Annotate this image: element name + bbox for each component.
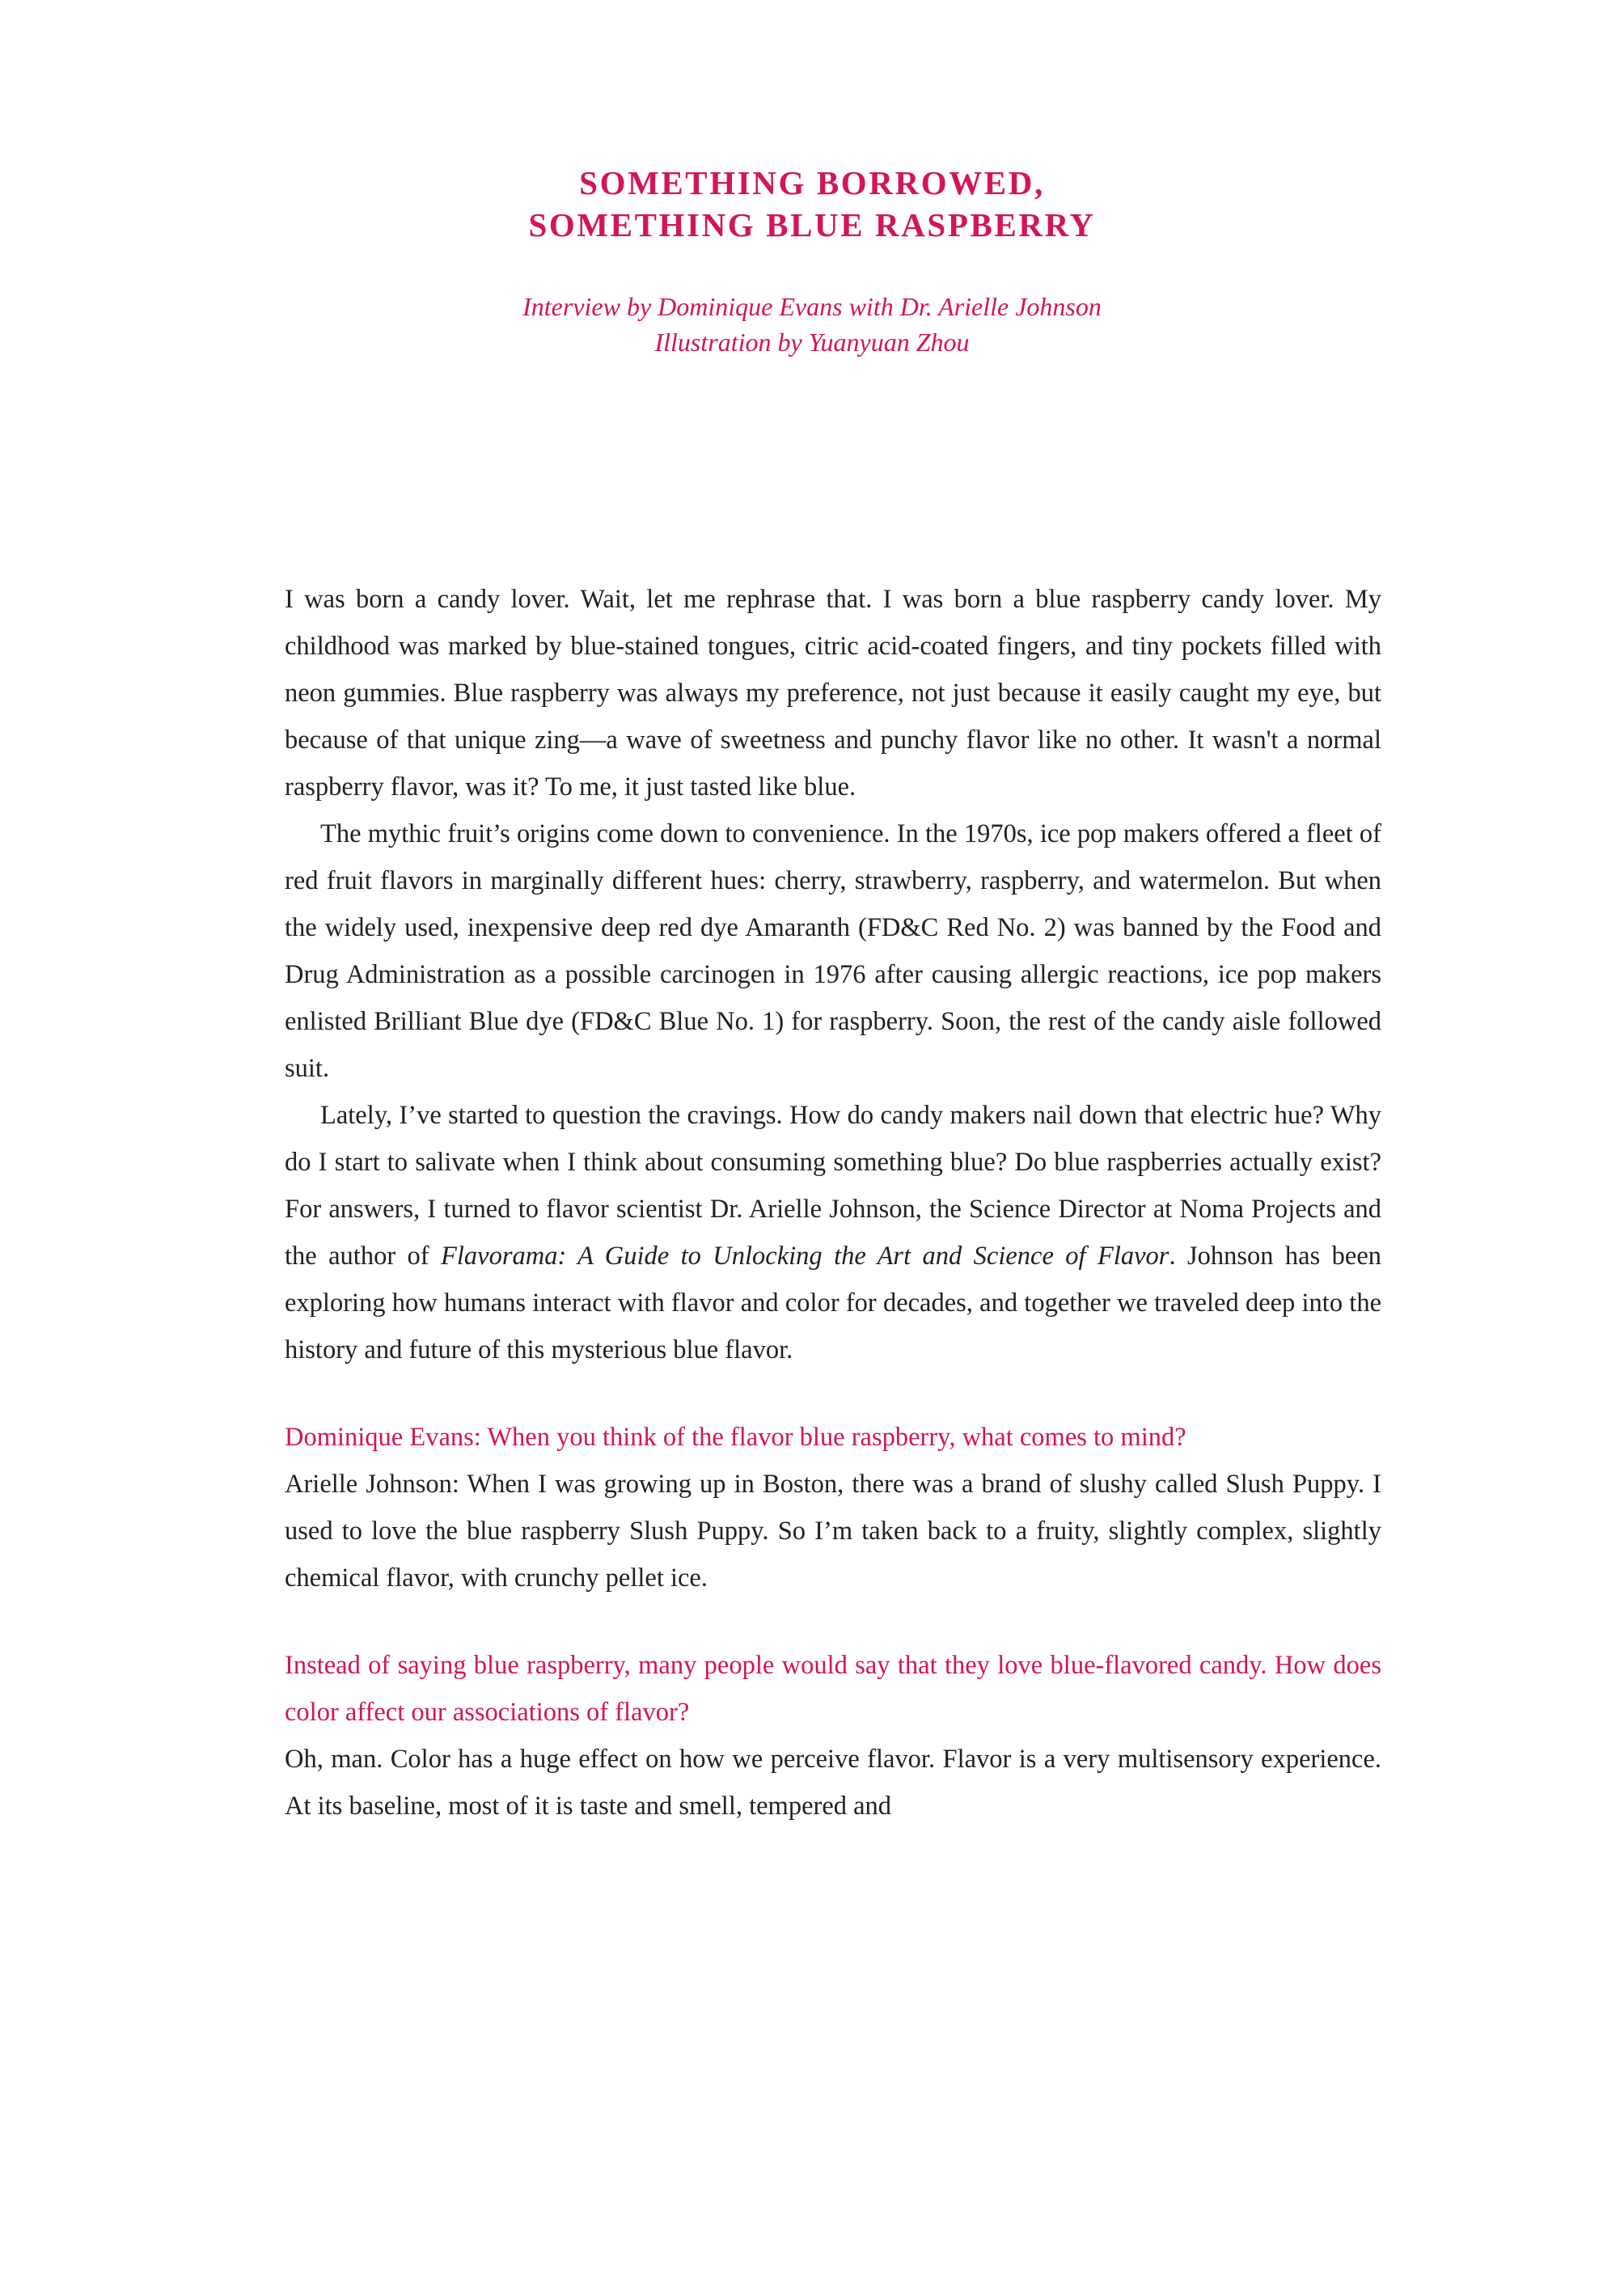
- body-paragraph-1: I was born a candy lover. Wait, let me rephrase that. I was born a blue raspberry candy lover. My childhood was marked by blue-stained tongues, citric acid-coated fingers, and tiny pockets filled with neon gummies. Blue raspberry was always my preference, not just because it easily caught my eye, but because of that unique zing—a wave of sweetness and punchy flavor like no other. It wasn't a normal raspberry flavor, was it? To me, it just tasted like blue.: [285, 585, 1381, 802]
- article-body: [285, 576, 1381, 1830]
- paragraph-3-text-after: . Johnson has been exploring how humans interact with flavor and color for decades, and together we traveled deep into the history and future of this mysterious blue flavor.: [285, 1242, 1382, 1364]
- title-line-2: SOMETHING BLUE RASPBERRY: [528, 206, 1096, 244]
- qa-answer-1: Arielle Johnson: When I was growing up in Boston, there was a brand of slushy called Slush Puppy. I used to love the blue raspberry Slush Puppy. So I’m taken back to a fruity, slightly complex, slightly chemical flavor, with crunchy pellet ice.: [285, 1470, 1381, 1593]
- credit-illustration: Illustration by Yuanyuan Zhou: [654, 328, 970, 357]
- title-line-1: SOMETHING BORROWED,: [579, 164, 1045, 201]
- article-credits: [0, 289, 1624, 360]
- body-paragraph-2: The mythic fruit’s origins come down to convenience. In the 1970s, ice pop makers offered a fleet of red fruit flavors in marginally different hues: cherry, strawberry, raspberry, and watermelon. But when the widely used, inexpensive deep red dye Amaranth (FD&C Red No. 2) was banned by the Food and Drug Administration as a possible carcinogen in 1976 after causing allergic reactions, ice pop makers enlisted Brilliant Blue dye (FD&C Blue No. 1) for raspberry. Soon, the rest of the candy aisle followed suit.: [285, 819, 1381, 1083]
- qa-block-1: [285, 1414, 1381, 1601]
- qa-question-1: Dominique Evans: When you think of the flavor blue raspberry, what comes to mind?: [285, 1423, 1186, 1452]
- paragraph-3-text-before: Lately, I’ve started to question the cravings. How do candy makers nail down that electric hue? Why do I start to salivate when I think about consuming something blue? Do blue raspberries actually exist? For answers, I turned to flavor scientist Dr. Arielle Johnson, the Science Director at Noma Projects and the author of: [285, 1101, 1381, 1271]
- qa-answer-2: Oh, man. Color has a huge effect on how we perceive flavor. Flavor is a very multisensory experience. At its baseline, most of it is taste and smell, tempered and: [285, 1745, 1381, 1821]
- page-title: [0, 162, 1624, 247]
- qa-block-2: [285, 1642, 1381, 1830]
- credit-interview: Interview by Dominique Evans with Dr. Arielle Johnson: [522, 291, 1102, 321]
- article-masthead: [0, 0, 1624, 360]
- body-paragraph-3: [285, 1092, 1381, 1373]
- qa-question-2: Instead of saying blue raspberry, many people would say that they love blue-flavored candy. How does color affect our associations of flavor?: [285, 1651, 1381, 1727]
- book-title: Flavorama: A Guide to Unlocking the Art and Science of Flavor: [441, 1242, 1169, 1271]
